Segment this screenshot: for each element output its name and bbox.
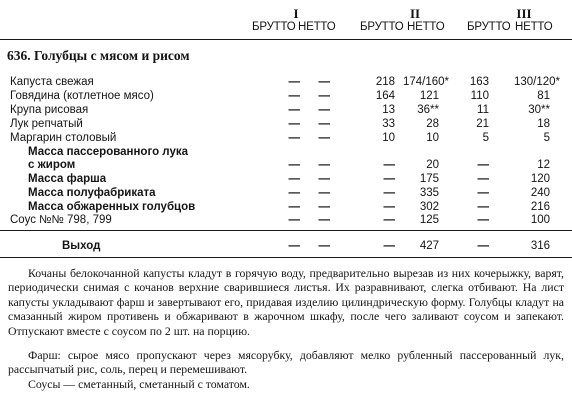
column-3-netto-header: НЕТТО [515,21,553,33]
cell-col3-netto: 240 [530,187,550,199]
cell-col1-netto: — [318,159,330,171]
cell-col3-brutto: 21 [476,118,489,130]
cell-col3-netto: 30** [528,104,550,116]
cell-col3-brutto: — [477,187,489,199]
cell-col2-brutto: — [383,187,395,199]
ingredient-name: Лук репчатый [10,118,83,130]
cell-col1-netto: — [318,132,330,144]
total-label: Выход [62,240,101,252]
cell-col1-netto: — [318,104,330,116]
cell-col3-netto: 18 [537,118,550,130]
ingredient-name: Капуста свежая [10,76,94,88]
cell-col3-netto: 130/120* [513,76,560,88]
cell-col2-brutto: — [383,214,395,226]
cell-col2-netto: 20 [426,159,439,171]
cell-col2-brutto: — [383,201,395,213]
recipe-title: 636. Голубцы с мясом и рисом [7,48,190,63]
filling-paragraph [8,348,564,377]
cell-col3-netto: 12 [537,159,550,171]
total-separator-rule [0,230,572,231]
cell-col1-netto: — [318,76,330,88]
ingredient-name: Маргарин столовый [10,132,117,144]
ingredient-name: с жиром [28,159,76,171]
cell-col2-brutto: — [383,173,395,185]
cell-col1-brutto: — [288,104,300,116]
cell-col1-netto: — [318,187,330,199]
table-row [0,117,572,132]
cell-col2-netto: 28 [426,118,439,130]
cell-col3-brutto: — [477,240,489,252]
cell-col1-brutto: — [288,118,300,130]
cell-col1-brutto: — [288,76,300,88]
cell-col2-netto: 302 [419,201,439,213]
ingredient-name: Крупа рисовая [10,104,89,116]
cell-col3-brutto: — [477,201,489,213]
cell-col2-brutto: — [383,159,395,171]
cell-col2-brutto: 33 [382,118,395,130]
cell-col1-brutto: — [288,159,300,171]
cell-col1-netto: — [318,90,330,102]
cell-col1-netto: — [318,173,330,185]
column-group-3-label: III [516,6,532,21]
table-row [0,75,572,90]
cell-col2-brutto: — [383,240,395,252]
cell-col1-netto: — [318,118,330,130]
cell-col3-netto: 5 [543,132,550,144]
ingredient-name: Масса пассерованного лука [28,146,189,158]
header-rule [0,39,572,40]
cell-col1-brutto: — [288,132,300,144]
preparation-paragraph [8,266,564,338]
cell-col2-netto: 335 [419,187,439,199]
cell-col1-brutto: — [288,201,300,213]
cell-col2-netto: 10 [426,132,439,144]
cell-col3-netto: 81 [537,90,550,102]
preparation-text: Кочаны белокочанной капусты кладут в горячую воду, предварительно вырезав из них кочерыжку, варят, периодически снимая с кочанов верхние сварившиеся листья. Их разравнивают, слегка отбивают. На лист капусты укладывают фарш и завертывают его, придавая изделию цилиндрическую форму. Голубцы кладут на смазанный жиром противень и обжаривают в жарочном шкафу, после чего заливают соусом и запекают. Отпускают вместе с соусом по 2 шт. на порцию. [8,266,564,338]
cell-col3-brutto: 11 [477,104,489,116]
cell-col3-netto: 120 [530,173,550,185]
cell-col2-brutto: 10 [382,132,395,144]
cell-col3-brutto: — [477,214,489,226]
cell-col3-brutto: 110 [470,90,489,102]
cell-col3-netto: 216 [530,201,550,213]
table-row [0,172,572,187]
column-group-1-label: I [293,6,299,21]
cell-col3-brutto: 5 [482,132,489,144]
cell-col1-netto: — [318,214,330,226]
cell-col1-brutto: — [288,90,300,102]
sauces-paragraph [8,377,564,391]
cell-col2-netto: 125 [419,214,439,226]
cell-col3-netto: 316 [530,240,550,252]
table-row [0,89,572,104]
cell-col2-brutto: 164 [375,90,395,102]
column-1-brutto-header: БРУТТО [252,21,296,33]
cell-col3-netto: 100 [530,214,550,226]
column-3-brutto-header: БРУТТО [467,21,511,33]
table-row [0,158,572,173]
ingredient-name: Говядина (котлетное мясо) [10,90,154,102]
table-row [0,213,572,228]
column-2-netto-header: НЕТТО [407,21,445,33]
cell-col1-netto: — [318,201,330,213]
cell-col1-brutto: — [288,240,300,252]
cell-col1-netto: — [318,240,330,252]
cell-col2-brutto: 218 [375,76,395,88]
cell-col2-netto: 174/160* [402,76,449,88]
column-2-brutto-header: БРУТТО [360,21,404,33]
cell-col2-netto: 121 [419,90,439,102]
table-row [0,186,572,201]
cell-col3-brutto: — [477,159,489,171]
table-row [0,131,572,146]
table-row [0,103,572,118]
column-group-2-label: II [409,6,421,21]
cell-col3-brutto: — [477,173,489,185]
ingredient-name: Соус №№ 798, 799 [10,214,112,226]
table-bottom-rule [0,257,572,258]
cell-col1-brutto: — [288,214,300,226]
cell-col2-brutto: 13 [382,104,395,116]
cell-col2-netto: 427 [419,240,439,252]
filling-text: Фарш: сырое мясо пропускают через мясорубку, добавляют мелко рубленный пассерованный лук, рассыпчатый рис, соль, перец и перемешивают. [8,348,564,377]
total-row [0,239,572,254]
cell-col2-netto: 175 [419,173,439,185]
ingredient-name: Масса фарша [28,173,107,185]
cell-col1-brutto: — [288,173,300,185]
sauces-text: Соусы — сметанный, сметанный с томатом. [28,377,250,391]
column-1-netto-header: НЕТТО [298,21,336,33]
cell-col2-netto: 36** [417,104,439,116]
ingredient-name: Масса обжаренных голубцов [28,201,196,213]
ingredient-name: Масса полуфабриката [28,187,156,199]
cell-col1-brutto: — [288,187,300,199]
cell-col3-brutto: 163 [469,76,489,88]
